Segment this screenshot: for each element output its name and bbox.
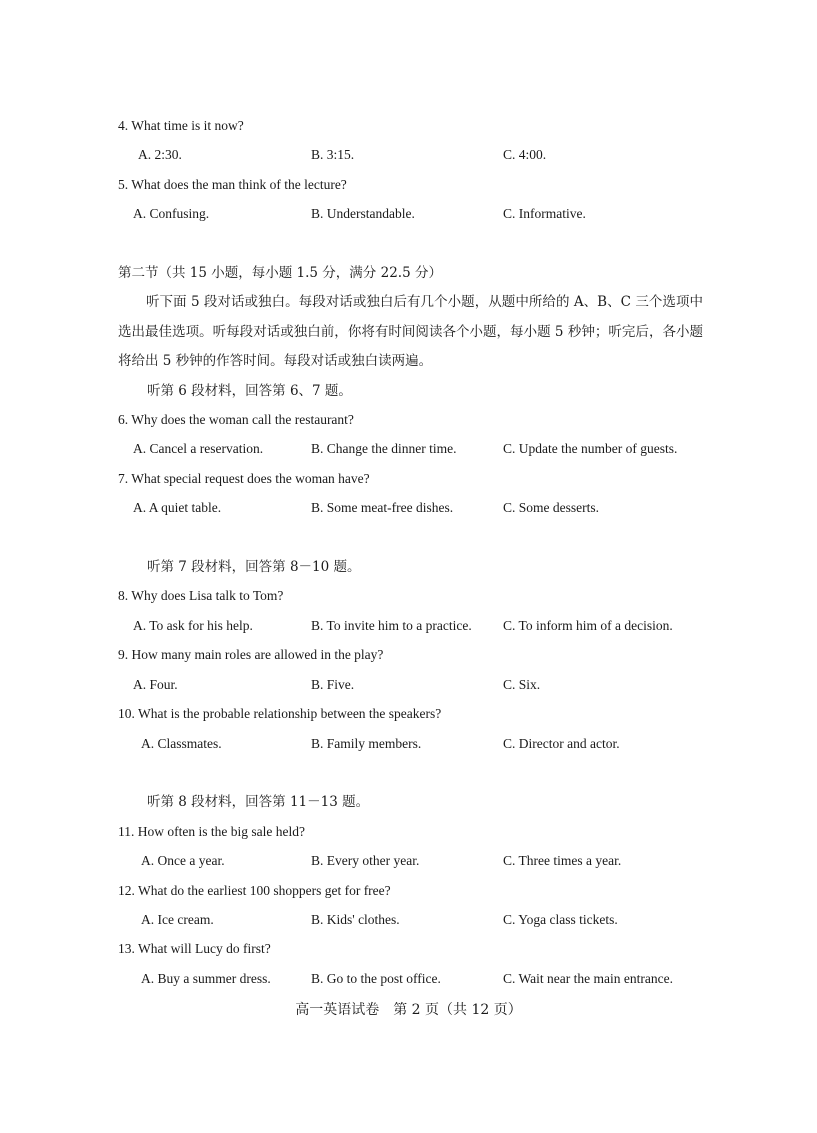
question-4-option-a: A. 2:30.	[138, 147, 182, 162]
question-10-option-a: A. Classmates.	[141, 736, 222, 751]
question-4-option-c: C. 4:00.	[503, 147, 547, 162]
question-5-option-a: A. Confusing.	[133, 206, 210, 221]
question-13-option-c: C. Wait near the main entrance.	[503, 971, 673, 986]
question-5-option-b: B. Understandable.	[311, 206, 415, 221]
question-8-option-b: B. To invite him to a practice.	[311, 618, 472, 633]
question-10-option-b: B. Family members.	[311, 736, 422, 751]
question-4-stem: 4. What time is it now?	[118, 118, 244, 133]
question-10-option-c: C. Director and actor.	[503, 736, 620, 751]
segment-6-intro: 听第 6 段材料，回答第 6、7 题。	[147, 383, 352, 399]
question-11-option-c: C. Three times a year.	[503, 853, 622, 868]
question-6-option-b: B. Change the dinner time.	[311, 441, 457, 456]
question-11-stem: 11. How often is the big sale held?	[118, 824, 305, 839]
question-7-option-a: A. A quiet table.	[133, 500, 222, 515]
question-6-option-c: C. Update the number of guests.	[503, 441, 678, 456]
question-7-option-c: C. Some desserts.	[503, 500, 599, 515]
question-13-stem: 13. What will Lucy do first?	[118, 941, 271, 956]
question-9-stem: 9. How many main roles are allowed in the play?	[118, 647, 384, 662]
question-12-option-c: C. Yoga class tickets.	[503, 912, 618, 927]
question-10-stem: 10. What is the probable relationship between the speakers?	[118, 706, 442, 721]
question-11-option-a: A. Once a year.	[141, 853, 225, 868]
question-5-option-c: C. Informative.	[503, 206, 586, 221]
segment-7-intro: 听第 7 段材料，回答第 8－10 题。	[147, 559, 361, 575]
question-12-stem: 12. What do the earliest 100 shoppers get for free?	[118, 883, 391, 898]
section-2-title: 第二节（共 15 小题，每小题 1.5 分，满分 22.5 分）	[118, 265, 442, 281]
question-6-option-a: A. Cancel a reservation.	[133, 441, 264, 456]
question-12-option-a: A. Ice cream.	[141, 912, 214, 927]
question-9-option-a: A. Four.	[133, 677, 178, 692]
question-12-option-b: B. Kids' clothes.	[311, 912, 400, 927]
question-5-stem: 5. What does the man think of the lecture?	[118, 177, 347, 192]
segment-8-intro: 听第 8 段材料，回答第 11－13 题。	[147, 794, 370, 810]
question-9-option-b: B. Five.	[311, 677, 355, 692]
question-8-option-a: A. To ask for his help.	[133, 618, 253, 633]
question-7-stem: 7. What special request does the woman have?	[118, 471, 370, 486]
question-13-option-a: A. Buy a summer dress.	[141, 971, 271, 986]
question-7-option-b: B. Some meat-free dishes.	[311, 500, 454, 515]
page-footer: 高一英语试卷 第 2 页（共 12 页）	[295, 1002, 522, 1018]
question-11-option-b: B. Every other year.	[311, 853, 420, 868]
question-8-option-c: C. To inform him of a decision.	[503, 618, 673, 633]
question-13-option-b: B. Go to the post office.	[311, 971, 441, 986]
question-4-option-b: B. 3:15.	[311, 147, 355, 162]
question-8-stem: 8. Why does Lisa talk to Tom?	[118, 588, 284, 603]
question-9-option-c: C. Six.	[503, 677, 541, 692]
section-2-instructions: 听下面 5 段对话或独白。每段对话或独白后有几个小题，从题中所给的 A、B、C 三个选项中选出最佳选项。听每段对话或独白前，你将有时间阅读各个小题，每小题 5 秒钟；听完后，各小题将给出 5 秒钟的作答时间。每段对话或独白读两遍。	[118, 294, 703, 369]
question-6-stem: 6. Why does the woman call the restaurant?	[118, 412, 354, 427]
